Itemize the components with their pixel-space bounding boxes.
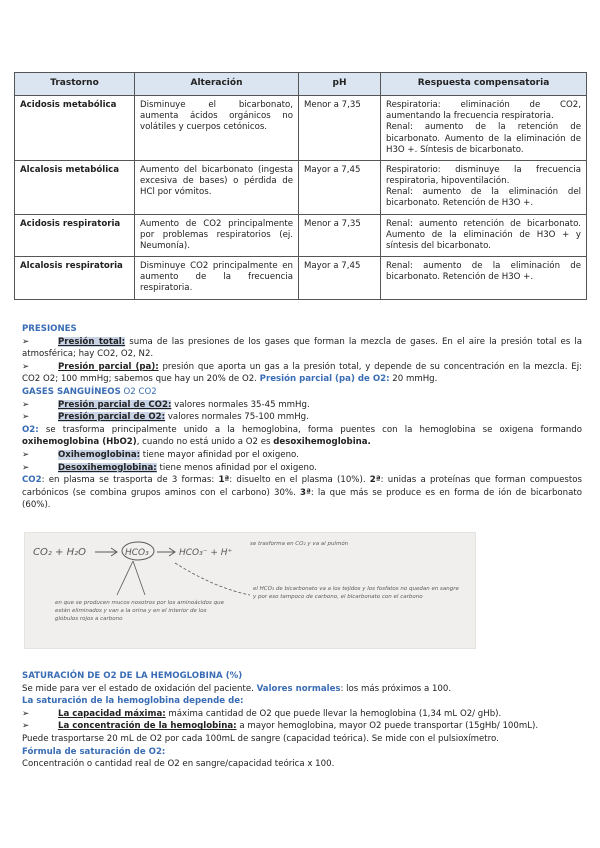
respuesta-line: Renal: aumento retención de bicarbonato. Aumento de la eliminación de H3O + y síntesis del bicarbonato.: [386, 218, 581, 251]
respuesta-line: Respiratoria: eliminación de CO2, aumentando la frecuencia respiratoria.: [386, 100, 581, 122]
cell-alteracion: Disminuye el bicarbonato, aumenta ácidos orgánicos no volátiles y cuerpos cetónicos.: [135, 96, 299, 161]
presion-total-label: Presión total:: [58, 336, 126, 347]
desoxihemoglobina-term: desoxihemoglobina.: [273, 437, 371, 448]
arrow-bullet-icon: ➢: [22, 721, 30, 732]
co2-form-2: 2ª: [369, 475, 381, 486]
gases-heading-suffix: O2 CO2: [120, 386, 157, 397]
o2-pressure-label: Presión parcial de O2:: [58, 412, 166, 423]
table-row: [15, 160, 587, 214]
arrow-icon: [95, 548, 117, 556]
presion-total-text: suma de las presiones de los gases que forman la mezcla de gases. En el aire la presión total es la atmosférica; hay CO2, O2, N2.: [22, 336, 582, 360]
o2-paragraph-text: , cuando no está unido a O2 es: [136, 437, 274, 448]
cell-trastorno: Acidosis metabólica: [15, 96, 135, 161]
co2-paragraph-text: : en plasma se trasporta de 3 formas:: [41, 475, 219, 486]
presion-parcial-text: presión que aporta un gas a la presión total, y depende de su concentración en la mezcla. Ej: CO2 O2; 100 mmHg; sabemos que hay un 20% de O2.: [22, 361, 582, 385]
o2-pressure-value: valores normales 75-100 mmHg.: [165, 412, 309, 423]
co2-pressure-value: valores normales 35-45 mmHg.: [171, 399, 310, 410]
concentracion-text: a mayor hemoglobina, mayor O2 puede transportar (15gHb/ 100mL).: [236, 721, 539, 732]
arrow-icon: [157, 548, 175, 556]
saturacion-intro: [22, 683, 582, 696]
header-respuesta: Respuesta compensatoria: [381, 73, 587, 96]
table-row: [15, 96, 587, 161]
cell-alteracion: Aumento de CO2 principalmente por problemas respiratorios (ej. Neumonía).: [135, 214, 299, 257]
cell-respuesta: [381, 214, 587, 257]
cell-alteracion: Disminuye CO2 principalmente en aumento de la frecuencia respiratoria.: [135, 257, 299, 300]
o2-paragraph: [22, 424, 582, 449]
capacidad-label: La capacidad máxima:: [58, 708, 166, 719]
co2-pressure-item: [22, 399, 582, 412]
presiones-section: [22, 323, 582, 512]
formula-text: Concentración o cantidad real de O2 en sangre/capacidad teórica x 100.: [22, 759, 335, 770]
header-ph: pH: [299, 73, 381, 96]
cell-ph: Menor a 7,35: [299, 214, 381, 257]
handwritten-notes-photo: [24, 532, 476, 649]
co2-paragraph-text: : la que más se produce es en forma de ión de bicarbonato (60%).: [22, 487, 582, 511]
dashed-arrow-icon: [175, 563, 250, 595]
arrow-bullet-icon: ➢: [22, 336, 30, 347]
cell-respuesta: [381, 257, 587, 300]
cell-ph: Mayor a 7,45: [299, 257, 381, 300]
header-alteracion: Alteración: [135, 73, 299, 96]
valores-normales-label: Valores normales: [256, 683, 341, 694]
hand-note-left: en que se producen mucos nosotros por los aminoácidos que están eliminados y van a la orina y en el interior de los glóbulos rojos a carbono: [55, 600, 225, 622]
arrow-bullet-icon: ➢: [22, 462, 30, 473]
saturacion-section: [22, 670, 582, 771]
co2-paragraph-text: : unidas a proteínas que forman compuestos carbónicos (se combina grupos aminos con el carbono) 30%.: [22, 475, 582, 498]
presiones-heading: PRESIONES: [22, 324, 77, 334]
gases-heading: GASES SANGUÍNEOS: [22, 386, 121, 397]
desoxihemoglobina-text: tiene menos afinidad por el oxigeno.: [156, 462, 317, 473]
oxihemoglobina-item: [22, 449, 582, 462]
gases-heading-line: [22, 386, 582, 399]
hand-note-right-box: [253, 585, 463, 630]
co2-paragraph-text: : disuelto en el plasma (10%).: [229, 475, 370, 486]
co2-paragraph-label: CO2: [22, 475, 42, 486]
co2-pressure-label: Presión parcial de CO2:: [58, 399, 172, 410]
o2-paragraph-text: se trasforma principalmente unido a la hemoglobina, forma puentes con la hemoglobina se oxigena formando: [38, 424, 582, 435]
co2-form-3: 3ª: [299, 487, 311, 498]
arrow-bullet-icon: ➢: [22, 412, 30, 423]
presion-total-item: [22, 336, 582, 361]
co2-paragraph: [22, 474, 582, 512]
header-trastorno: Trastorno: [15, 73, 135, 96]
cell-respuesta: [381, 160, 587, 214]
arrow-bullet-icon: ➢: [22, 449, 30, 460]
branch-arrow-icon: [117, 561, 145, 595]
o2-paragraph-label: O2:: [22, 424, 39, 435]
hand-eq-right: HCO₃⁻ + H⁺: [179, 548, 233, 558]
presion-parcial-item: [22, 361, 582, 386]
formula-heading: Fórmula de saturación de O2:: [22, 746, 166, 757]
oxihemoglobina-text: tiene mayor afinidad por el oxigeno.: [140, 449, 299, 460]
concentracion-item: [22, 720, 582, 733]
saturacion-intro-text: Se mide para ver el estado de oxidación del paciente.: [22, 683, 257, 694]
hand-eq-left: CO₂ + H₂O: [33, 547, 86, 558]
oxihemoglobina-label: Oxihemoglobina:: [58, 449, 141, 460]
table-header-row: [15, 73, 587, 96]
capacidad-item: [22, 708, 582, 721]
cell-trastorno: Acidosis respiratoria: [15, 214, 135, 257]
respuesta-line: Renal: aumento de la retención de bicarbonato. Aumento de la eliminación de H3O +. Síntesis de bicarbonato.: [386, 122, 581, 155]
hand-note-right: el HCO₃ de bicarbonato va a los tejidos y los fosfatos no quedan en sangre y por eso tampoco de carbono, el bicarbonato con el carbono: [253, 586, 459, 600]
co2-form-1: 1ª: [218, 475, 230, 486]
presion-parcial-o2-label: Presión parcial (pa) de O2:: [259, 374, 390, 385]
handwritten-notes-drawing: [25, 533, 475, 648]
respuesta-line: Renal: aumento de la eliminación de bicarbonato. Retención de H3O +.: [386, 261, 581, 283]
cell-ph: Menor a 7,35: [299, 96, 381, 161]
desoxihemoglobina-item: [22, 462, 582, 475]
respuesta-line: Respiratorio: disminuye la frecuencia respiratoria, hipoventilación.: [386, 164, 581, 187]
hand-note-left-box: [55, 599, 225, 644]
table-row: [15, 214, 587, 257]
presion-parcial-o2-value: 20 mmHg.: [389, 374, 438, 385]
cell-trastorno: Alcalosis respiratoria: [15, 257, 135, 300]
acid-base-table: [14, 72, 587, 300]
arrow-bullet-icon: ➢: [22, 361, 30, 372]
saturacion-heading: SATURACIÓN DE O2 DE LA HEMOGLOBINA (%): [22, 671, 243, 681]
depende-heading: La saturación de la hemoglobina depende de:: [22, 696, 244, 707]
hand-eq-mid: HCO₃: [125, 548, 149, 558]
desoxihemoglobina-label: Desoxihemoglobina:: [58, 462, 157, 473]
arrow-bullet-icon: ➢: [22, 708, 30, 719]
o2-pressure-item: [22, 411, 582, 424]
cell-alteracion: Aumento del bicarbonato (ingesta excesiva de bases) o pérdida de HCl por vómitos.: [135, 160, 299, 214]
cell-respuesta: [381, 96, 587, 161]
cell-trastorno: Alcalosis metabólica: [15, 160, 135, 214]
oxihemoglobina-term: oxihemoglobina (HbO2): [22, 437, 137, 448]
respuesta-line: Renal: aumento de la eliminación del bicarbonato. Retención de H3O +.: [386, 187, 581, 209]
concentracion-label: La concentración de la hemoglobina:: [58, 721, 237, 732]
table-row: [15, 257, 587, 300]
presion-parcial-label: Presión parcial (pa):: [58, 361, 159, 372]
cell-ph: Mayor a 7,45: [299, 160, 381, 214]
hand-note-top: se trasforma en CO₂ y va al pulmón: [250, 541, 349, 547]
capacidad-text: máxima cantidad de O2 que puede llevar la hemoglobina (1,34 mL O2/ gHb).: [165, 708, 502, 719]
arrow-bullet-icon: ➢: [22, 399, 30, 410]
trasporte-text: Puede trasportarse 20 mL de O2 por cada 100mL de sangre (capacidad teórica). Se mide con el pulsioxímetro.: [22, 733, 499, 744]
valores-normales-text: : los más próximos a 100.: [340, 683, 452, 694]
